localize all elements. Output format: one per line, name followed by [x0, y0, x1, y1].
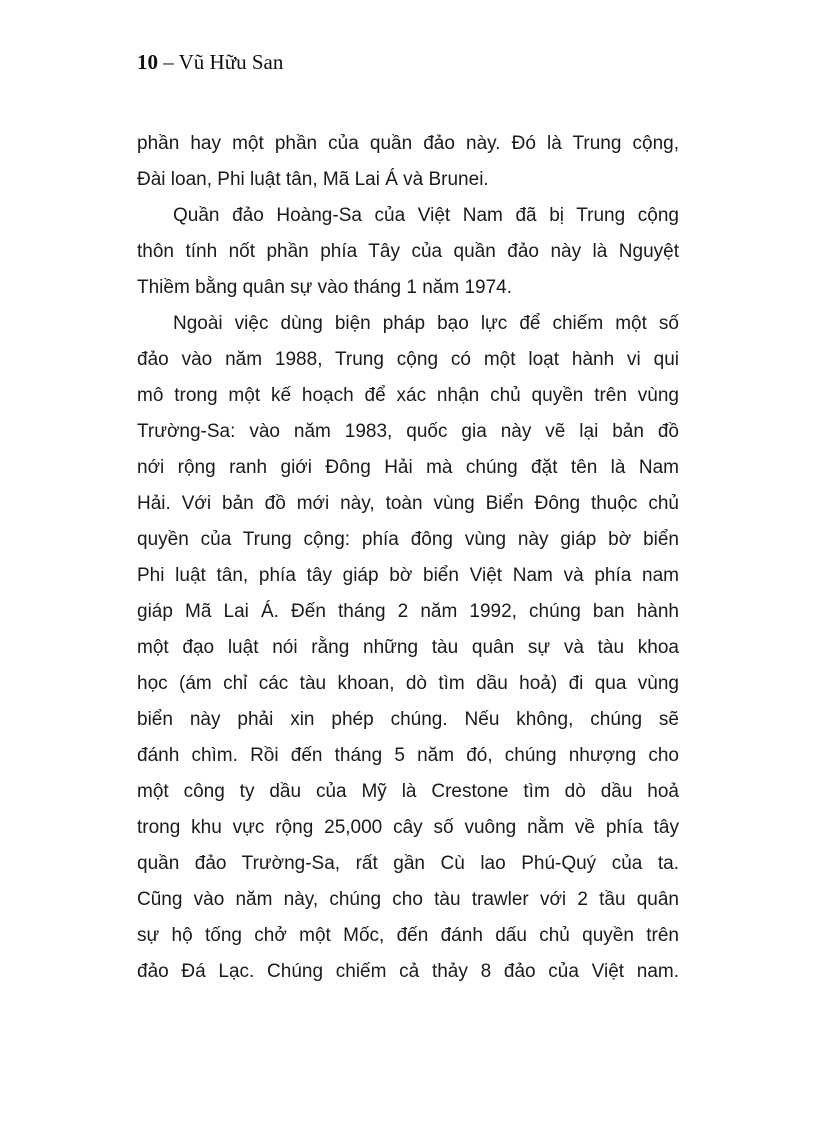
paragraph — [137, 306, 679, 990]
text-line: Trường-Sa: vào năm 1983, quốc gia này vẽ lại bản đồ — [137, 421, 679, 442]
text-line: giáp Mã Lai Á. Đến tháng 2 năm 1992, chúng ban hành — [137, 601, 679, 622]
text-line: Đài loan, Phi luật tân, Mã Lai Á và Brunei. — [137, 169, 489, 190]
text-line: nới rộng ranh giới Đông Hải mà chúng đặt tên là Nam — [137, 457, 679, 478]
header-author: Vũ Hữu San — [178, 50, 284, 74]
text-line: đảo Đá Lạc. Chúng chiếm cả thảy 8 đảo của Việt nam. — [137, 961, 679, 982]
text-line: Hải. Với bản đồ mới này, toàn vùng Biển Đông thuộc chủ — [137, 493, 679, 514]
running-header — [137, 50, 283, 75]
page-number: 10 — [137, 50, 158, 74]
paragraph — [137, 126, 679, 198]
text-line: Phi luật tân, phía tây giáp bờ biển Việt Nam và phía nam — [137, 565, 679, 586]
text-line: sự hộ tống chở một Mốc, đến đánh dấu chủ quyền trên — [137, 925, 679, 946]
text-line: Cũng vào năm này, chúng cho tàu trawler với 2 tầu quân — [137, 889, 679, 910]
text-line: quần đảo Trường-Sa, rất gần Cù lao Phú-Quý của ta. — [137, 853, 679, 874]
text-line: quyền của Trung cộng: phía đông vùng này giáp bờ biển — [137, 529, 679, 550]
paragraph — [137, 198, 679, 306]
text-line: một đạo luật nói rằng những tàu quân sự và tàu khoa — [137, 637, 679, 658]
text-line: mô trong một kế hoạch để xác nhận chủ quyền trên vùng — [137, 385, 679, 406]
text-line: trong khu vực rộng 25,000 cây số vuông nằm về phía tây — [137, 817, 679, 838]
text-line: Ngoài việc dùng biện pháp bạo lực để chiếm một số — [173, 313, 679, 334]
text-line: một công ty dầu của Mỹ là Crestone tìm dò dầu hoả — [137, 781, 679, 802]
text-line: phần hay một phần của quần đảo này. Đó là Trung cộng, — [137, 133, 679, 154]
text-line: biển này phải xin phép chúng. Nếu không, chúng sẽ — [137, 709, 679, 730]
text-line: thôn tính nốt phần phía Tây của quần đảo này là Nguyệt — [137, 241, 679, 262]
text-line: đánh chìm. Rồi đến tháng 5 năm đó, chúng nhượng cho — [137, 745, 679, 766]
body-text — [137, 126, 679, 990]
header-separator: – — [158, 50, 179, 74]
text-line: đảo vào năm 1988, Trung cộng có một loạt hành vi qui — [137, 349, 679, 370]
text-line: Quần đảo Hoàng-Sa của Việt Nam đã bị Trung cộng — [173, 205, 679, 226]
text-line: Thiềm bằng quân sự vào tháng 1 năm 1974. — [137, 277, 513, 298]
text-line: học (ám chỉ các tàu khoan, dò tìm dầu hoả) đi qua vùng — [137, 673, 679, 694]
